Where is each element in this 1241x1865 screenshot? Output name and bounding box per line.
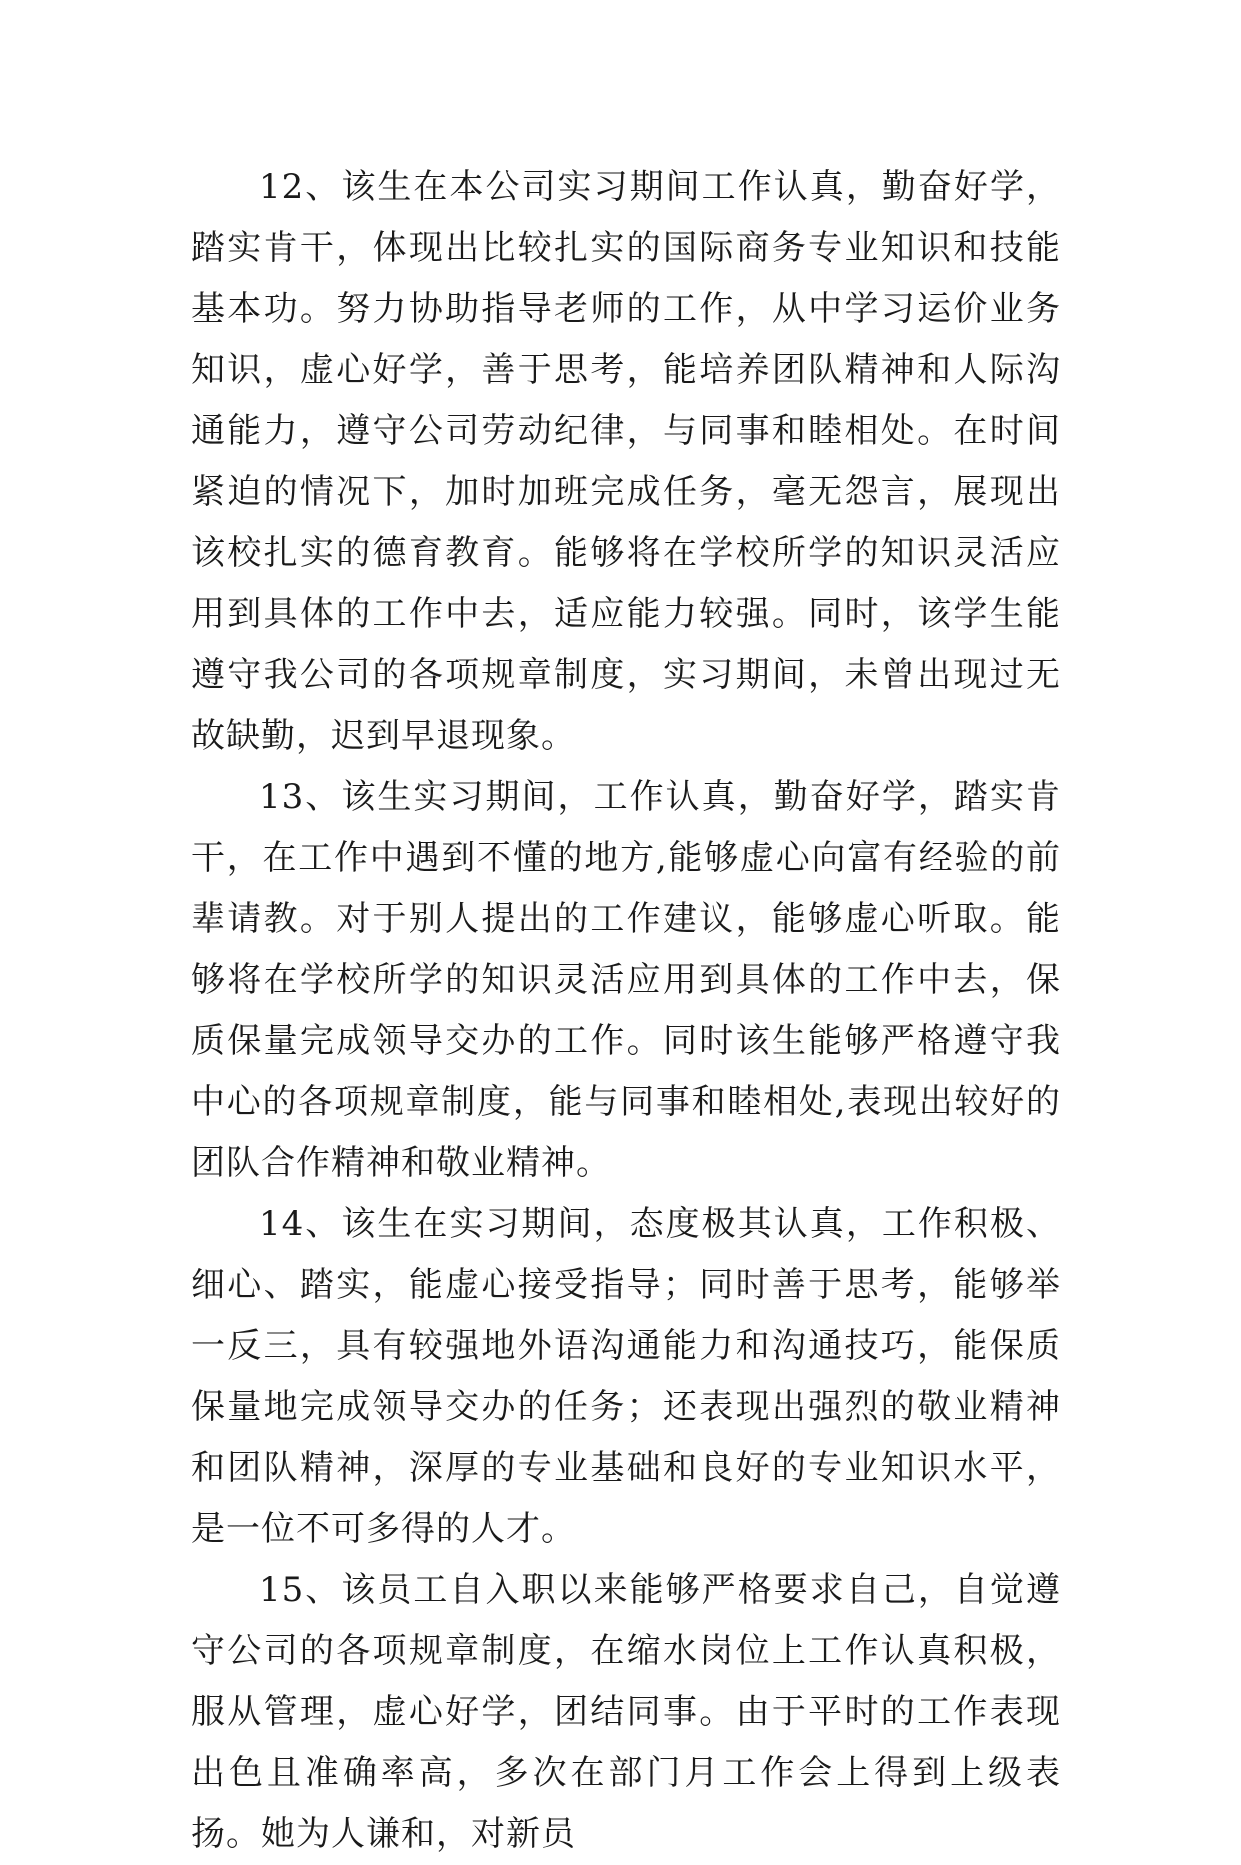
paragraph-12: 12、该生在本公司实习期间工作认真，勤奋好学，踏实肯干，体现出比较扎实的国际商务专业知识和技能基本功。努力协助指导老师的工作，从中学习运价业务知识，虚心好学，善于思考，能培养团队精神和人际沟通能力，遵守公司劳动纪律，与同事和睦相处。在时间紧迫的情况下，加时加班完成任务，毫无怨言，展现出该校扎实的德育教育。能够将在学校所学的知识灵活应用到具体的工作中去，适应能力较强。同时，该学生能遵守我公司的各项规章制度，实习期间，未曾出现过无故缺勤，迟到早退现象。 — [191, 167, 1061, 756]
document-body — [191, 157, 1061, 1865]
paragraph-15: 15、该员工自入职以来能够严格要求自己，自觉遵守公司的各项规章制度，在缩水岗位上工作认真积极，服从管理，虚心好学，团结同事。由于平时的工作表现出色且准确率高，多次在部门月工作会上得到上级表扬。她为人谦和，对新员 — [191, 1570, 1061, 1854]
paragraph-13: 13、该生实习期间，工作认真，勤奋好学，踏实肯干，在工作中遇到不懂的地方,能够虚心向富有经验的前辈请教。对于别人提出的工作建议，能够虚心听取。能够将在学校所学的知识灵活应用到具体的工作中去，保质保量完成领导交办的工作。同时该生能够严格遵守我中心的各项规章制度，能与同事和睦相处,表现出较好的团队合作精神和敬业精神。 — [191, 777, 1061, 1183]
paragraph-14: 14、该生在实习期间，态度极其认真，工作积极、细心、踏实，能虚心接受指导；同时善于思考，能够举一反三，具有较强地外语沟通能力和沟通技巧，能保质保量地完成领导交办的任务；还表现出强烈的敬业精神和团队精神，深厚的专业基础和良好的专业知识水平，是一位不可多得的人才。 — [191, 1204, 1061, 1549]
